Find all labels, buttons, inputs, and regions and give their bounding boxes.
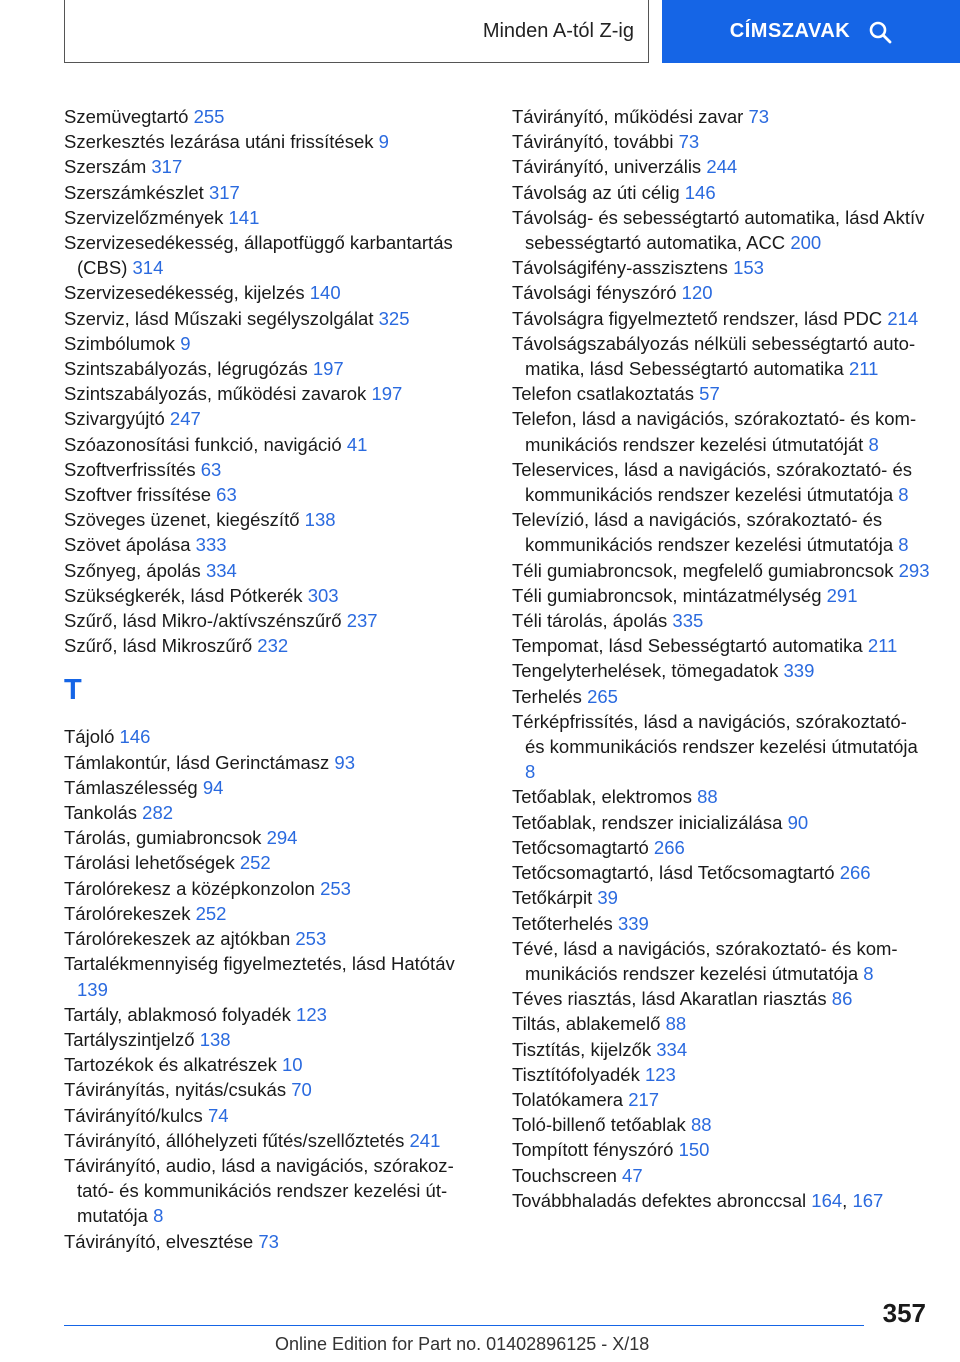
index-entry-text: Tolatókamera (512, 1088, 624, 1110)
index-entry-text: Távirányító, univerzális (512, 156, 702, 178)
index-column-left (64, 104, 464, 1254)
search-icon[interactable] (868, 20, 892, 44)
page-link[interactable]: 293 (898, 559, 930, 581)
index-entry-text: Szerviz, lásd Műszaki segélyszolgálat (64, 307, 374, 329)
index-entry-text: Tetőcsomagtartó (512, 836, 649, 858)
page-link[interactable]: 247 (169, 408, 201, 430)
index-entry (512, 986, 930, 1011)
index-entry (64, 154, 464, 179)
page-link[interactable]: 90 (787, 811, 809, 833)
page-link[interactable]: 241 (409, 1129, 441, 1151)
page-link[interactable]: 8 (898, 484, 909, 506)
index-entry (64, 331, 464, 356)
index-entry-text: Szükségkerék, lásd Pótkerék (64, 584, 303, 606)
page-link[interactable]: 63 (216, 484, 237, 506)
index-entry (512, 1062, 930, 1087)
index-entry (64, 129, 464, 154)
page-link[interactable]: 39 (597, 887, 618, 909)
index-entry (64, 356, 464, 381)
index-entry (64, 850, 464, 875)
index-entry-text: Téli gumiabroncsok, mintázatmélység (512, 584, 822, 606)
page-link[interactable]: 141 (228, 206, 260, 228)
index-entry-text: Tisztítófolyadék (512, 1063, 640, 1085)
index-entry (512, 457, 930, 507)
index-entry-text: Tetőcsomagtartó, lásd Tetőcsomagtartó (512, 862, 835, 884)
index-entry-text: Szöveges üzenet, kiegészítő (64, 509, 300, 531)
index-entry (64, 800, 464, 825)
index-entry-text: Tárolórekeszek az ajtókban (64, 928, 291, 950)
index-entry-text: Távolságra figyelmeztető rendszer, lásd PDC (512, 307, 883, 329)
tab-keywords[interactable] (662, 0, 960, 63)
page-link[interactable]: 140 (309, 282, 341, 304)
index-entry (64, 1077, 464, 1102)
index-entry-text: Szervizelőzmények (64, 206, 224, 228)
page-link[interactable]: 123 (296, 1003, 327, 1025)
index-entry (512, 658, 930, 683)
index-entry-text: Szűrő, lásd Mikroszűrő (64, 635, 253, 657)
page-link[interactable]: 197 (371, 383, 403, 405)
index-entry-text: Szóazonosítási funkció, navigáció (64, 433, 342, 455)
index-entry-text: Támlaszélesség (64, 776, 198, 798)
index-entry-text: Tartály, ablakmosó folyadék (64, 1003, 291, 1025)
index-entry-text: Szerszámkészlet (64, 181, 204, 203)
index-entry (64, 724, 464, 749)
index-entry-text: Távirányító, állóhelyzeti fűtés/szellőztetés (64, 1129, 405, 1151)
index-entry-text: Televízió, lásd a navigációs, szórakoztató- és kommunikációs rendszer kezelési útmutatója (512, 509, 894, 556)
footer-edition-text: Online Edition for Part no. 01402896125 - X/18 (275, 1334, 650, 1354)
index-entry-text: Teleservices, lásd a navigációs, szórakoztató- és kommunikációs rendszer kezelési útmutatója (512, 458, 912, 506)
page-link[interactable]: 200 (790, 232, 822, 254)
index-entry-text: Tetőablak, elektromos (512, 786, 692, 808)
page-link[interactable]: 88 (697, 786, 718, 808)
index-entry-text: Szövet ápolása (64, 534, 191, 556)
index-entry (64, 750, 464, 775)
page-link[interactable]: 57 (699, 383, 720, 405)
page-link[interactable]: 253 (295, 928, 327, 950)
index-entry (512, 810, 930, 835)
index-entry-text: Távirányító/kulcs (64, 1104, 203, 1126)
top-navigation (0, 0, 960, 66)
index-entry (512, 180, 930, 205)
page-link[interactable]: 244 (706, 156, 738, 178)
page-link[interactable]: 86 (831, 988, 853, 1010)
page-link[interactable]: 252 (239, 852, 271, 874)
page-link[interactable]: 317 (208, 181, 240, 203)
index-entry-text: Távirányító, működési zavar (512, 106, 744, 127)
index-entry-text: Toló-billenő tetőablak (512, 1114, 686, 1136)
page-link[interactable]: 138 (304, 509, 336, 531)
index-entry-text: Tárolórekesz a középkonzolon (64, 877, 315, 899)
index-entry (64, 926, 464, 951)
index-entry (512, 280, 930, 305)
index-entry (512, 784, 930, 809)
index-list-t (64, 724, 464, 1253)
index-entry-text: Távirányító, elvesztése (64, 1230, 254, 1252)
index-entry-text: Telefon csatlakoztatás (512, 383, 695, 405)
index-entry-text: Tévé, lásd a navigációs, szórakoztató- és kommunikációs rendszer kezelési útmutatója (512, 937, 898, 984)
page-link[interactable]: 334 (205, 559, 237, 581)
index-entry-text: Távirányító, audio, lásd a navigációs, szórakoztató- és kommunikációs rendszer kezelési útmutatója (64, 1154, 454, 1227)
index-entry-text: Szervizesedékesség, állapotfüggő karbantartás (CBS) (64, 232, 453, 279)
index-entry (64, 876, 464, 901)
index-entry-text: Tengelyterhelések, tömegadatok (512, 660, 779, 682)
index-entry (64, 901, 464, 926)
page-link[interactable]: 139 (77, 978, 108, 1000)
index-entry-text: Tetőkárpit (512, 887, 593, 909)
page-link[interactable]: 325 (378, 307, 410, 329)
tab-a-to-z[interactable] (64, 0, 649, 63)
index-entry (64, 558, 464, 583)
tab-keywords-label: CÍMSZAVAK (729, 20, 851, 42)
page-link[interactable]: 232 (257, 635, 289, 657)
index-entry (512, 936, 930, 986)
page-link[interactable]: 164 (811, 1189, 843, 1211)
index-entry-text: Tárolás, gumiabroncsok (64, 827, 262, 849)
index-entry (512, 104, 930, 129)
index-entry-text: Szemüvegtartó (64, 106, 189, 127)
index-column-right (512, 104, 930, 1213)
index-entry-text: Terhelés (512, 685, 582, 707)
index-entry-text: Tárolási lehetőségek (64, 852, 235, 874)
index-entry (512, 406, 930, 456)
index-entry-text: Szintszabályozás, működési zavarok (64, 383, 367, 405)
page-link[interactable]: 167 (852, 1189, 884, 1211)
index-entry (64, 381, 464, 406)
page-link[interactable]: 265 (587, 685, 618, 707)
index-entry (64, 432, 464, 457)
index-entry-text: Téves riasztás, lásd Akaratlan riasztás (512, 988, 827, 1010)
index-entry-text: Távolságifény-asszisztens (512, 257, 728, 279)
page-link[interactable]: 153 (733, 257, 764, 279)
page-link[interactable]: 294 (266, 827, 298, 849)
page-link[interactable]: 74 (207, 1104, 229, 1126)
index-entry (512, 558, 930, 583)
index-entry (64, 1128, 464, 1153)
page-link[interactable]: 70 (291, 1079, 312, 1101)
page-link[interactable]: 197 (312, 358, 344, 380)
index-entry (64, 457, 464, 482)
index-entry (512, 885, 930, 910)
index-entry (64, 1153, 464, 1229)
index-entry (64, 205, 464, 230)
page-link[interactable]: 146 (119, 726, 151, 748)
page-link[interactable]: 8 (868, 433, 879, 455)
page-link[interactable]: 41 (346, 433, 368, 455)
footer-divider (64, 1325, 864, 1326)
page-link[interactable]: 335 (672, 610, 704, 632)
page-link[interactable]: 253 (320, 877, 351, 899)
index-entry-text: Tempomat, lásd Sebességtartó automatika (512, 635, 863, 657)
index-entry-text: Távolság az úti célig (512, 181, 680, 203)
index-entry-text: Szoftverfrissítés (64, 458, 196, 480)
section-letter-t: T (64, 674, 82, 707)
page-link[interactable]: 47 (622, 1164, 643, 1186)
index-entry (512, 911, 930, 936)
index-entry-text: Telefon, lásd a navigációs, szórakoztató- és kommunikációs rendszer kezelési útmutatóját (512, 408, 917, 455)
index-entry (512, 684, 930, 709)
index-entry (64, 951, 464, 1001)
index-entry (64, 608, 464, 633)
index-entry-text: Tetőablak, rendszer inicializálása (512, 811, 783, 833)
index-entry (512, 381, 930, 406)
index-entry-text: Tárolórekeszek (64, 902, 191, 924)
page-link[interactable]: 150 (678, 1139, 710, 1161)
page-link[interactable]: 266 (839, 862, 871, 884)
index-entry (512, 154, 930, 179)
index-entry (512, 1011, 930, 1036)
page-link[interactable]: 291 (826, 584, 858, 606)
page-link[interactable]: 217 (628, 1088, 660, 1110)
index-entry (64, 1103, 464, 1128)
index-entry (64, 825, 464, 850)
index-entry (512, 860, 930, 885)
index-entry-text: Továbbhaladás defektes abronccsal (512, 1189, 807, 1211)
index-entry-text: Tartályszintjelző (64, 1028, 195, 1050)
page-link[interactable]: 317 (151, 156, 183, 178)
page-link[interactable]: 334 (656, 1038, 688, 1060)
index-entry-text: Szervizesedékesség, kijelzés (64, 282, 305, 304)
index-entry-text: Téli tárolás, ápolás (512, 610, 668, 632)
index-entry (64, 306, 464, 331)
page-number: 357 (882, 1298, 926, 1328)
index-entry (64, 1027, 464, 1052)
index-entry-text: Szintszabályozás, légrugózás (64, 358, 308, 380)
page-link[interactable]: 252 (195, 902, 227, 924)
index-entry (64, 633, 464, 658)
index-entry (64, 775, 464, 800)
index-entry (512, 835, 930, 860)
page-link[interactable]: 138 (199, 1028, 231, 1050)
page-link[interactable]: 211 (848, 358, 879, 380)
index-entry (512, 255, 930, 280)
index-entry-text: Szerszám (64, 156, 147, 178)
index-entry (512, 129, 930, 154)
index-entry-text: Tisztítás, kijelzők (512, 1038, 652, 1060)
index-entry-text: Szerkesztés lezárása utáni frissítések (64, 131, 374, 153)
tab-a-to-z-label: Minden A-tól Z-ig (482, 19, 634, 42)
page-link[interactable]: 93 (334, 751, 355, 773)
page-link[interactable]: 8 (525, 761, 536, 783)
page-link[interactable]: 146 (684, 181, 716, 203)
index-entry (64, 104, 464, 129)
index-entry (64, 482, 464, 507)
index-entry (512, 1087, 930, 1112)
index-entry-text: Tankolás (64, 802, 138, 824)
page-link[interactable]: 9 (180, 332, 191, 354)
index-entry (64, 532, 464, 557)
index-entry (64, 507, 464, 532)
index-entry-text: Távirányító, további (512, 131, 674, 153)
index-entry-text: Tartozékok és alkatrészek (64, 1054, 277, 1076)
page-link[interactable]: 73 (678, 131, 700, 153)
index-entry (512, 1137, 930, 1162)
index-entry (512, 709, 930, 785)
index-entry-text: Szivargyújtó (64, 408, 165, 430)
page-link[interactable]: 10 (281, 1054, 303, 1076)
index-entry-text: Tetőterhelés (512, 912, 613, 934)
index-entry (512, 306, 930, 331)
index-entry (64, 1052, 464, 1077)
index-entry: Továbbhaladás defektes abronccsal 164, 167 (512, 1189, 884, 1211)
index-entry-text: Távolság- és sebességtartó automatika, lásd Aktív sebességtartó automatika, ACC (512, 206, 925, 254)
page-link[interactable]: 237 (346, 610, 378, 632)
index-entry-text: Tartalékmennyiség figyelmeztetés, lásd Hatótáv (64, 953, 455, 975)
index-entry (512, 1163, 930, 1188)
index-entry-text: Szőnyeg, ápolás (64, 559, 201, 581)
page-link[interactable]: 339 (617, 912, 649, 934)
index-entry-text: Távirányítás, nyitás/csukás (64, 1079, 287, 1101)
index-entry (64, 180, 464, 205)
index-entry-text: Téli gumiabroncsok, megfelelő gumiabroncsok (512, 559, 894, 581)
index-entry-text: Touchscreen (512, 1164, 617, 1186)
index-entry (64, 583, 464, 608)
page-link[interactable]: 120 (681, 282, 713, 304)
index-entry-text: Tompított fényszóró (512, 1139, 674, 1161)
page-link[interactable]: 8 (153, 1205, 164, 1227)
index-entry-text: Szoftver frissítése (64, 484, 212, 506)
index-list-s (64, 104, 464, 658)
index-entry (512, 1112, 930, 1137)
page-link[interactable]: 8 (863, 962, 874, 984)
index-entry (512, 1037, 930, 1062)
index-entry (512, 507, 930, 557)
page-link[interactable]: 63 (200, 458, 222, 480)
index-list-right (512, 104, 930, 1213)
index-entry-text: Távolsági fényszóró (512, 282, 677, 304)
page-link[interactable]: 314 (132, 257, 164, 279)
page-link[interactable]: 303 (307, 584, 339, 606)
page-link[interactable]: 282 (142, 802, 174, 824)
index-entry-text: Távolságszabályozás nélküli sebességtartó automatika, lásd Sebességtartó automatika (512, 332, 916, 380)
page-link[interactable]: 88 (690, 1114, 712, 1136)
page-link[interactable]: 333 (195, 534, 227, 556)
index-entry (64, 280, 464, 305)
index-entry (512, 331, 930, 381)
index-entry (64, 1229, 464, 1254)
index-entry-text: Szimbólumok (64, 332, 176, 354)
page-link[interactable]: 255 (193, 106, 225, 127)
index-entry (64, 230, 464, 280)
index-entry (512, 633, 930, 658)
index-entry (512, 608, 930, 633)
index-entry (512, 583, 930, 608)
page-link[interactable]: 339 (783, 660, 815, 682)
page-link[interactable]: 123 (644, 1063, 676, 1085)
page-link[interactable]: 73 (748, 106, 770, 127)
page-link[interactable]: 73 (258, 1230, 279, 1252)
index-entry (64, 1002, 464, 1027)
index-entry-text: Szűrő, lásd Mikro-/aktívszénszűrő (64, 610, 342, 632)
page-link[interactable]: 211 (867, 635, 898, 657)
index-entry-text: Támlakontúr, lásd Gerinctámasz (64, 751, 330, 773)
page-link[interactable]: 94 (202, 776, 224, 798)
index-entry (64, 406, 464, 431)
page-link[interactable]: 8 (898, 534, 909, 556)
index-entry-text: Tájoló (64, 726, 115, 748)
index-entry-text: Térképfrissítés, lásd a navigációs, szórakoztató- és kommunikációs rendszer kezelési útmutatója (512, 710, 918, 758)
page-link[interactable]: 266 (653, 836, 685, 858)
index-entry (512, 205, 930, 255)
page-link[interactable]: 214 (887, 307, 919, 329)
page-link[interactable]: 9 (378, 131, 389, 153)
index-entry-text: Tiltás, ablakemelő (512, 1013, 661, 1035)
page-link[interactable]: 88 (665, 1013, 687, 1035)
